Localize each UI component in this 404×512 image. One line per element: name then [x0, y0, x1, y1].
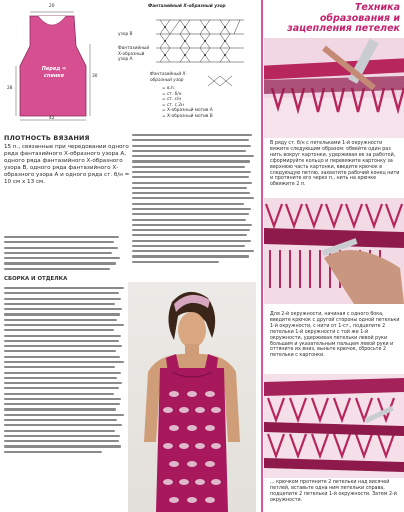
title-line-3: зацепления петелек [287, 23, 400, 34]
instructions-text-middle [132, 134, 256, 263]
legend-item: = Х-образный мотив А [162, 108, 213, 114]
caption-1: В ряду ст. б/н с петельками 1-й окружности вяжите следующим образом: обвейте один раз нить вокруг картонки, удерживая ее за работой, сформируйте кольцо и перевяжите картонку за верхнюю часть картонки, введите крючок в следующую петлю, захватите рабочий конец нити и протяните его через п., нить на крючке обвяжите 2 п. [270, 141, 400, 188]
dim-bottom: 42 [49, 116, 55, 121]
legend-item: = ст. с/н [162, 97, 182, 103]
technique-column [264, 0, 404, 512]
assembly-title: СБОРКА И ОТДЕЛКА [4, 276, 68, 282]
caption-3: ... крючком протяните 2 петельки над висячей петлей, вставьте одна ним петельки справа, подцепите 2 петельки 1-й окружности. Затем 2-й окружности. [270, 480, 397, 503]
technique-photo-2 [264, 198, 404, 304]
model-photo [128, 282, 256, 512]
density-title: ПЛОТНОСТЬ ВЯЗАНИЯ [4, 134, 90, 142]
instructions-text-assembly [4, 287, 126, 453]
dim-top: 20 [49, 4, 55, 9]
title-line-1: Техника [354, 2, 400, 13]
column-divider [261, 0, 263, 512]
pattern-title: Фантазийный Х-образный узор [148, 4, 226, 9]
instructions-text-upper [4, 236, 124, 270]
caption-2: Для 2-й окружности, начиная с одного бока, введите крючок с другой стороны одной петельки 1-й окружности, с нити от 1-ст., подцепите 2 петельки 1-й окружности с той же 1-й окружности, удерживая петельки левой руки большим и указательным пальцем левой руки и оттяните их вниз, выньте крючок, сбросьте 2 петельки с картонки. [270, 312, 400, 359]
pattern-side-a: Фантазийный Х-образный узор А [118, 46, 150, 63]
technique-photo-3 [264, 374, 404, 478]
title-line-2: образования и [319, 12, 400, 24]
garment-schematic [4, 4, 104, 122]
density-text: 15 п., связанные при чередовании одного ряда фантазийного Х-образного узора А, одного ряда фантазийного Х-образного узора В, одного ряда фантазийного Х-образного узора А и одного ряда ст. б/н = 10 см x 13 см. [4, 144, 130, 186]
pattern-side-b: узор В [118, 32, 133, 37]
dim-left: 28 [7, 86, 13, 91]
legend-item: = Х-образный мотив В [162, 113, 213, 119]
density-block [4, 134, 132, 187]
crochet-chart [118, 4, 250, 68]
chart-legend [118, 72, 254, 130]
legend-item: = в.п. [162, 86, 176, 91]
legend-title: Фантазийный Х-образный узор [150, 72, 188, 83]
dim-right: 30 [92, 74, 98, 79]
legend-item: = ст. с 2н [162, 102, 184, 108]
front-label: Перед = спинке [41, 66, 67, 79]
technique-title [270, 3, 400, 35]
technique-photo-1 [264, 38, 404, 138]
legend-item: = ст. б/н [162, 91, 182, 97]
